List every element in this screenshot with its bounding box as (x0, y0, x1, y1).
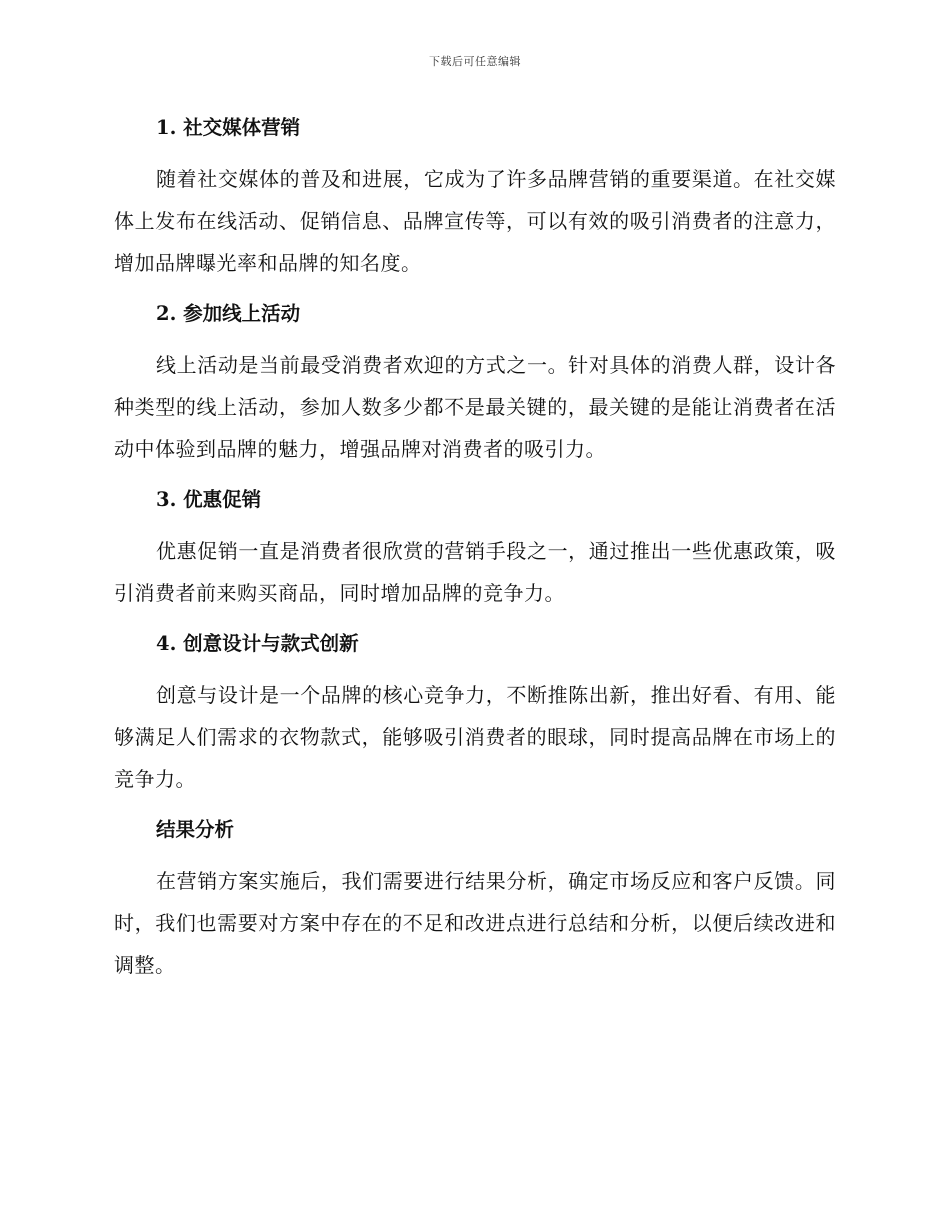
section-social-media-marketing (114, 108, 836, 284)
section-heading: 3. 优惠促销 (156, 488, 262, 511)
section-paragraph: 线上活动是当前最受消费者欢迎的方式之一。针对具体的消费人群，设计各种类型的线上活动，参加人数多少都不是最关键的，最关键的是能让消费者在活动中体验到品牌的魅力，增强品牌对消费者的吸引力。 (114, 353, 836, 461)
section-heading: 1. 社交媒体营销 (156, 116, 301, 139)
section-creative-design (114, 624, 836, 800)
section-discount-promotion (114, 480, 836, 614)
section-paragraph: 随着社交媒体的普及和进展，它成为了许多品牌营销的重要渠道。在社交媒体上发布在线活动、促销信息、品牌宣传等，可以有效的吸引消费者的注意力，增加品牌曝光率和品牌的知名度。 (114, 167, 836, 275)
section-heading: 结果分析 (156, 818, 235, 841)
page-header: 下载后可任意编辑 (429, 55, 521, 68)
section-online-activities (114, 294, 836, 470)
section-heading: 4. 创意设计与款式创新 (156, 632, 359, 655)
section-paragraph: 创意与设计是一个品牌的核心竞争力，不断推陈出新，推出好看、有用、能够满足人们需求的衣物款式，能够吸引消费者的眼球，同时提高品牌在市场上的竞争力。 (114, 683, 836, 791)
section-paragraph: 在营销方案实施后，我们需要进行结果分析，确定市场反应和客户反馈。同时，我们也需要对方案中存在的不足和改进点进行总结和分析，以便后续改进和调整。 (114, 869, 836, 977)
section-heading: 2. 参加线上活动 (156, 302, 301, 325)
section-result-analysis (114, 810, 836, 986)
document-content (114, 108, 836, 996)
section-paragraph: 优惠促销一直是消费者很欣赏的营销手段之一，通过推出一些优惠政策，吸引消费者前来购买商品，同时增加品牌的竞争力。 (114, 539, 836, 605)
